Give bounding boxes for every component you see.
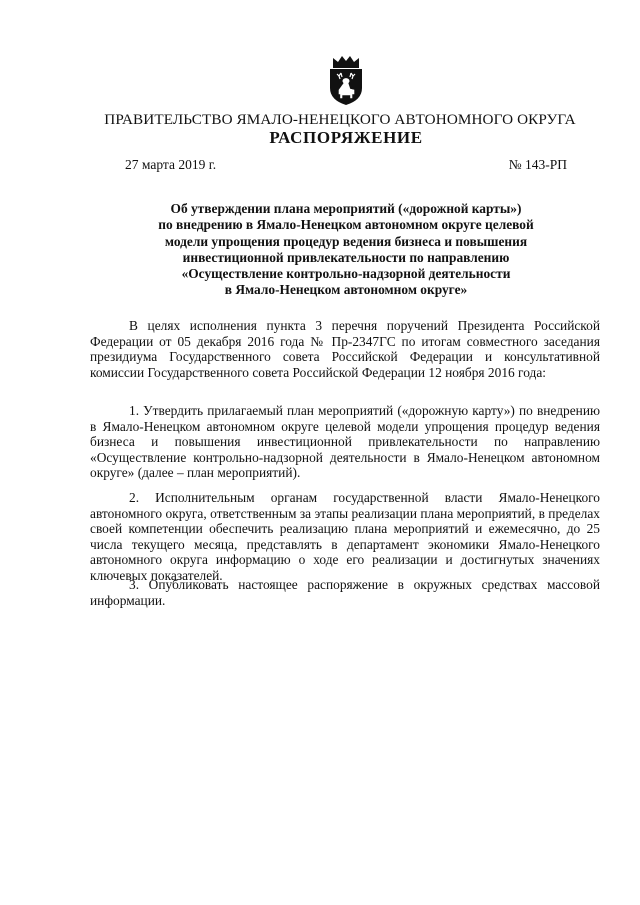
- subject-line: в Ямало-Ненецком автономном округе»: [224, 282, 468, 298]
- document-subject: [90, 201, 602, 299]
- subject-line: по внедрению в Ямало-Ненецком автономном округе целевой: [158, 217, 534, 233]
- subject-line: инвестиционной привлекательности по направлению: [182, 249, 510, 265]
- government-title: ПРАВИТЕЛЬСТВО ЯМАЛО-НЕНЕЦКОГО АВТОНОМНОГО ОКРУГА: [104, 111, 576, 128]
- order-item-2: 2. Исполнительным органам государственной власти Ямало-Ненецкого автономного округа, ответственным за этапы реализации плана мероприятий, в пределах своей компетенции обеспечить реализацию плана мероприятий и ежемесячно, до 25 числа текущего месяца, представлять в департамент экономики Ямало-Ненецкого автономного округа информацию о ходе его реализации и достигнутых значениях ключевых показателей.: [90, 490, 600, 583]
- coat-of-arms-icon: [327, 54, 365, 106]
- subject-line: Об утверждении плана мероприятий («дорожной карты»): [170, 201, 522, 216]
- document-date: 27 марта 2019 г.: [125, 157, 217, 172]
- preamble-paragraph: В целях исполнения пункта 3 перечня поручений Президента Российской Федерации от 05 декабря 2016 года № Пр-2347ГС по итогам совместного заседания президиума Государственного совета Российской Федерации и консультативной комиссии Государственного совета Российской Федерации 12 ноября 2016 года:: [90, 318, 600, 380]
- document-type-heading: РАСПОРЯЖЕНИЕ: [269, 128, 423, 147]
- document-number: № 143-РП: [508, 157, 567, 172]
- order-item-3: 3. Опубликовать настоящее распоряжение в окружных средствах массовой информации.: [90, 577, 600, 608]
- subject-line: модели упрощения процедур ведения бизнеса и повышения: [164, 233, 528, 249]
- order-item-1: 1. Утвердить прилагаемый план мероприятий («дорожную карту») по внедрению в Ямало-Ненецком автономном округе целевой модели упрощения процедур ведения бизнеса и повышения инвестиционной привлекательности по направлению «Осуществление контрольно-надзорной деятельности в Ямало-Ненецком автономном округе» (далее – план мероприятий).: [90, 403, 600, 481]
- subject-line: «Осуществление контрольно-надзорной деятельности: [181, 266, 511, 282]
